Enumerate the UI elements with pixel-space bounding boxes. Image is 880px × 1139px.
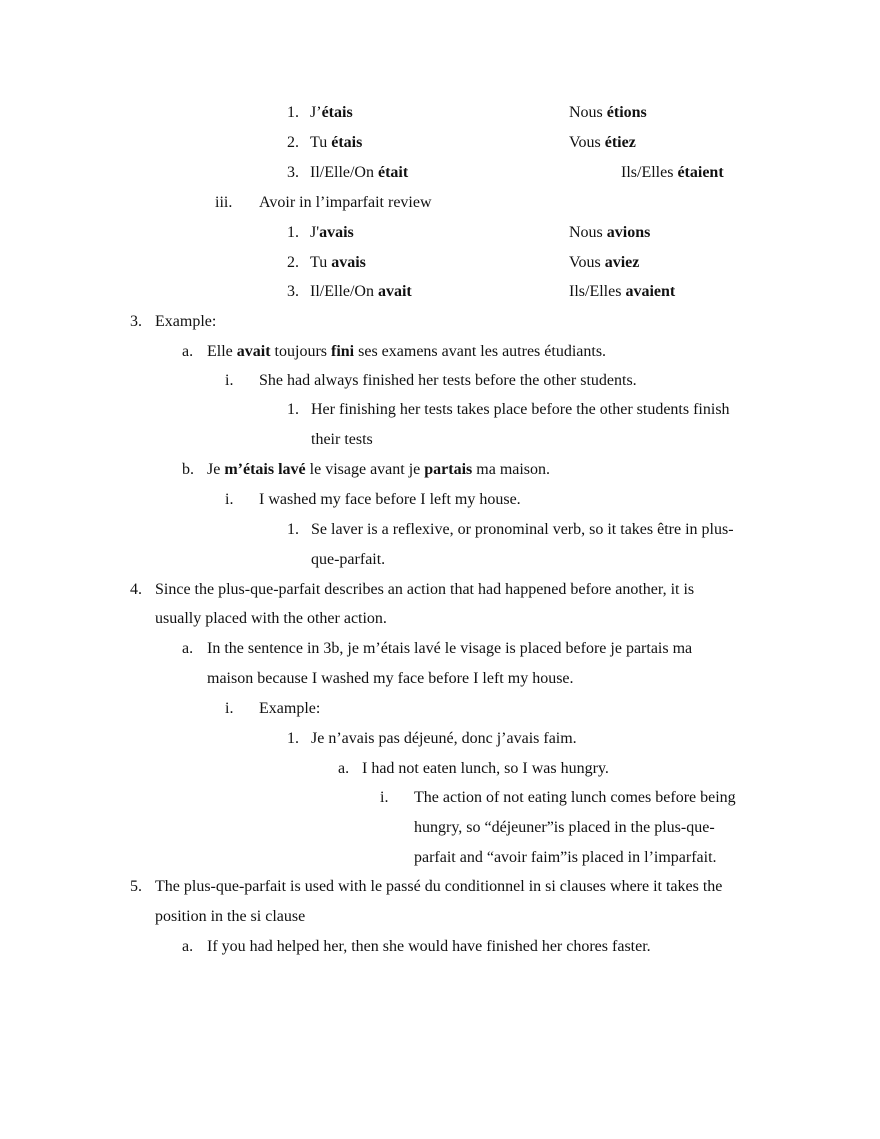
bold-text: avais (319, 224, 354, 241)
text-segment: position in the si clause (155, 908, 306, 925)
text-segment: their tests (311, 431, 373, 448)
list-marker: a. (182, 343, 194, 360)
list-item-text (207, 669, 574, 689)
list-marker: 3. (130, 313, 142, 330)
bold-text: partais (424, 461, 473, 478)
text-segment: If you had helped her, then she would have finished her chores faster. (207, 938, 651, 955)
list-marker: b. (182, 461, 194, 478)
bold-text: étiez (604, 134, 636, 151)
list-marker: i. (225, 491, 234, 508)
bold-text: fini (331, 343, 355, 360)
conjugation-plural (569, 223, 650, 243)
list-item-text (310, 133, 362, 153)
list-marker: a. (182, 640, 194, 657)
list-marker: 1. (287, 730, 299, 747)
list-marker: iii. (215, 194, 233, 211)
list-item-text (259, 193, 432, 213)
list-item-text (414, 788, 736, 808)
list-item-text (155, 877, 722, 897)
text-segment: I washed my face before I left my house. (259, 491, 521, 508)
list-marker: 5. (130, 878, 142, 895)
list-item-text (259, 699, 320, 719)
text-segment: Her finishing her tests takes place before the other students finish (311, 401, 730, 418)
list-marker: 3. (287, 164, 299, 181)
text-segment: Ils/Elles (569, 283, 626, 300)
list-item-text (155, 907, 305, 927)
conjugation-plural (569, 103, 647, 123)
text-segment: Nous (569, 104, 607, 121)
text-segment: Ils/Elles (621, 164, 678, 181)
list-marker: 2. (287, 254, 299, 271)
text-segment: Tu (310, 254, 332, 271)
text-segment: Vous (569, 254, 605, 271)
list-item-text (311, 520, 734, 540)
text-segment: maison because I washed my face before I left my house. (207, 670, 574, 687)
list-marker: 2. (287, 134, 299, 151)
list-item-text (414, 818, 715, 838)
conjugation-plural (569, 133, 636, 153)
list-marker: a. (182, 938, 194, 955)
bold-text: avait (377, 283, 412, 300)
text-segment: Se laver is a reflexive, or pronominal verb, so it takes être in plus- (311, 521, 734, 538)
text-segment: The action of not eating lunch comes before being (414, 789, 736, 806)
list-marker: i. (380, 789, 389, 806)
text-segment: usually placed with the other action. (155, 610, 387, 627)
conjugation-plural (621, 163, 724, 183)
list-item-text (207, 639, 692, 659)
text-segment: que-parfait. (311, 551, 386, 568)
list-marker: 3. (287, 283, 299, 300)
list-marker: 1. (287, 521, 299, 538)
text-segment: Il/Elle/On (310, 283, 378, 300)
list-item-text (310, 103, 353, 123)
bold-text: étais (331, 134, 363, 151)
text-segment: She had always finished her tests before the other students. (259, 372, 637, 389)
list-item-text (259, 371, 637, 391)
text-segment: Je (207, 461, 225, 478)
bold-text: étaient (677, 164, 724, 181)
list-item-text (155, 312, 216, 332)
list-item-text (207, 460, 550, 480)
text-segment: Elle (207, 343, 237, 360)
text-segment: toujours (270, 343, 331, 360)
conjugation-plural (569, 253, 639, 273)
text-segment: Vous (569, 134, 605, 151)
list-item-text (414, 848, 717, 868)
text-segment: J’ (310, 104, 322, 121)
text-segment: le visage avant je (305, 461, 425, 478)
list-marker: 1. (287, 401, 299, 418)
text-segment: ses examens avant les autres étudiants. (354, 343, 607, 360)
list-marker: i. (225, 372, 234, 389)
list-item-text (362, 759, 609, 779)
list-item-text (311, 550, 385, 570)
list-marker: i. (225, 700, 234, 717)
bold-text: étions (606, 104, 647, 121)
list-marker: a. (338, 760, 350, 777)
text-segment: J' (310, 224, 320, 241)
text-segment: The plus-que-parfait is used with le passé du conditionnel in si clauses where it takes the (155, 878, 723, 895)
list-item-text (155, 580, 694, 600)
list-item-text (155, 609, 387, 629)
text-segment: Tu (310, 134, 332, 151)
list-item-text (310, 282, 412, 302)
bold-text: avait (236, 343, 271, 360)
text-segment: Example: (155, 313, 217, 330)
bold-text: avais (331, 254, 366, 271)
list-item-text (311, 430, 373, 450)
bold-text: aviez (604, 254, 640, 271)
text-segment: parfait and “avoir faim”is placed in l’imparfait. (414, 849, 717, 866)
text-segment: In the sentence in 3b, je m’étais lavé le visage is placed before je partais ma (207, 640, 693, 657)
list-item-text (311, 729, 577, 749)
conjugation-plural (569, 282, 675, 302)
bold-text: avaient (625, 283, 676, 300)
bold-text: m’étais lavé (224, 461, 306, 478)
list-item-text (310, 163, 408, 183)
text-segment: Il/Elle/On (310, 164, 378, 181)
bold-text: avions (606, 224, 651, 241)
text-segment: hungry, so “déjeuner”is placed in the plus-que- (414, 819, 715, 836)
text-segment: Since the plus-que-parfait describes an action that had happened before another, it is (155, 581, 695, 598)
list-item-text (310, 253, 366, 273)
text-segment: ma maison. (472, 461, 551, 478)
text-segment: Je n’avais pas déjeuné, donc j’avais faim. (311, 730, 577, 747)
list-item-text (207, 937, 651, 957)
text-segment: Avoir in l’imparfait review (259, 194, 432, 211)
list-item-text (311, 400, 730, 420)
list-item-text (259, 490, 521, 510)
list-item-text (310, 223, 354, 243)
list-marker: 1. (287, 224, 299, 241)
text-segment: Example: (259, 700, 321, 717)
bold-text: étais (321, 104, 353, 121)
bold-text: était (377, 164, 409, 181)
list-marker: 4. (130, 581, 142, 598)
list-item-text (207, 342, 606, 362)
text-segment: Nous (569, 224, 607, 241)
text-segment: I had not eaten lunch, so I was hungry. (362, 760, 609, 777)
list-marker: 1. (287, 104, 299, 121)
